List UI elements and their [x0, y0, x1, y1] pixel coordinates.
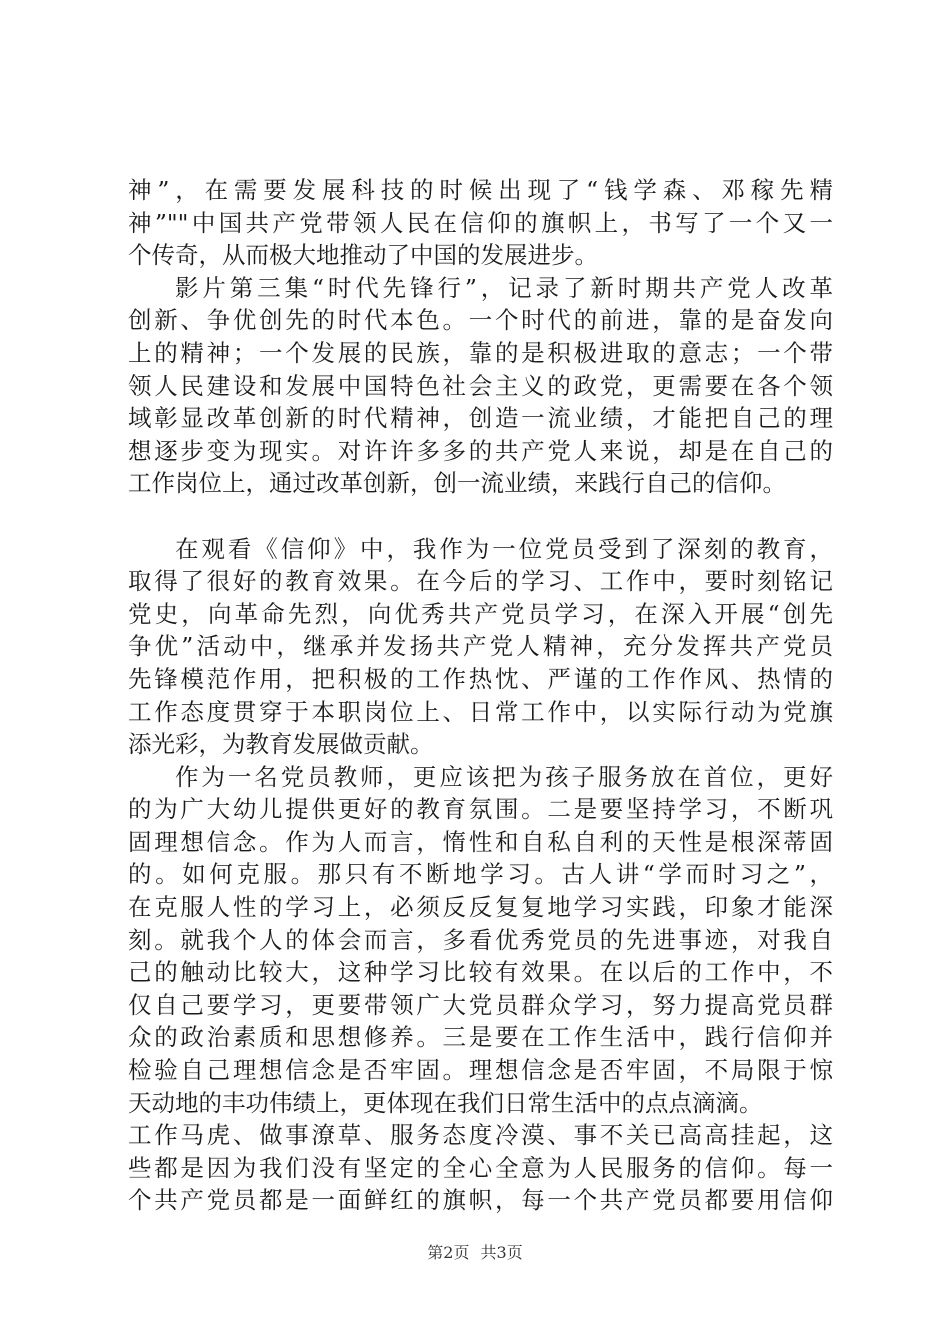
text-line: 域彰显改革创新的时代精神，创造一流业绩，才能把自己的理 — [128, 404, 833, 433]
text-line: 个共产党员都是一面鲜红的旗帜，每一个共产党员都要用信仰 — [128, 1186, 833, 1215]
text-line: 取得了很好的教育效果。在今后的学习、工作中，要时刻铭记 — [128, 567, 833, 596]
text-line: 工作岗位上，通过改革创新，创一流业绩，来践行自己的信仰。 — [128, 469, 786, 498]
text-line: 众的政治素质和思想修养。三是要在工作生活中，践行信仰并 — [128, 1023, 833, 1052]
text-line: 天动地的丰功伟绩上，更体现在我们日常生活中的点点滴滴。 — [128, 1088, 763, 1117]
text-line: 党史，向革命先烈，向优秀共产党员学习，在深入开展“创先 — [128, 599, 833, 628]
text-line: 先锋模范作用，把积极的工作热忱、严谨的工作作风、热情的 — [128, 664, 833, 693]
document-body — [128, 174, 833, 1217]
text-line: 仅自己要学习，更要带领广大党员群众学习，努力提高党员群 — [128, 990, 833, 1019]
page-total: 共3页 — [480, 1243, 523, 1262]
text-line: 添光彩，为教育发展做贡献。 — [128, 730, 434, 759]
text-line: 想逐步变为现实。对许许多多的共产党人来说，却是在自己的 — [128, 436, 833, 465]
text-line: 的。如何克服。那只有不断地学习。古人讲“学而时习之”， — [128, 860, 833, 889]
text-line: 影片第三集“时代先锋行”，记录了新时期共产党人改革 — [175, 273, 833, 302]
page-footer — [0, 1240, 950, 1263]
text-line: 的为广大幼儿提供更好的教育氛围。二是要坚持学习，不断巩 — [128, 795, 833, 824]
text-line: 己的触动比较大，这种学习比较有效果。在以后的工作中，不 — [128, 958, 833, 987]
text-line: 刻。就我个人的体会而言，多看优秀党员的先进事迹，对我自 — [128, 925, 833, 954]
paragraph-gap — [128, 500, 833, 533]
text-line: 创新、争优创先的时代本色。一个时代的前进，靠的是奋发向 — [128, 306, 833, 335]
text-line: 争优”活动中，继承并发扬共产党人精神，充分发挥共产党员 — [128, 632, 833, 661]
text-line: 神”，在需要发展科技的时候出现了“钱学森、邓稼先精 — [128, 176, 833, 204]
text-line: 个传奇，从而极大地推动了中国的发展进步。 — [128, 241, 598, 270]
text-line: 在克服人性的学习上，必须反反复复地学习实践，印象才能深 — [128, 893, 833, 922]
text-line: 神”""中国共产党带领人民在信仰的旗帜上，书写了一个又一 — [128, 208, 833, 237]
text-line: 领人民建设和发展中国特色社会主义的政党，更需要在各个领 — [128, 371, 833, 400]
text-line: 上的精神；一个发展的民族，靠的是积极进取的意志；一个带 — [128, 338, 833, 367]
text-line: 工作态度贯穿于本职岗位上、日常工作中，以实际行动为党旗 — [128, 697, 833, 726]
text-line: 工作马虎、做事潦草、服务态度冷漠、事不关已高高挂起，这 — [128, 1121, 833, 1150]
text-line: 检验自己理想信念是否牢固。理想信念是否牢固，不局限于惊 — [128, 1056, 833, 1085]
text-line: 作为一名党员教师，更应该把为孩子服务放在首位，更好 — [175, 762, 833, 791]
text-line: 固理想信念。作为人而言，惰性和自私自利的天性是根深蒂固 — [128, 827, 833, 856]
text-line: 在观看《信仰》中，我作为一位党员受到了深刻的教育， — [175, 534, 833, 563]
page-number: 第2页 — [427, 1243, 470, 1262]
text-line: 些都是因为我们没有坚定的全心全意为人民服务的信仰。每一 — [128, 1153, 833, 1182]
